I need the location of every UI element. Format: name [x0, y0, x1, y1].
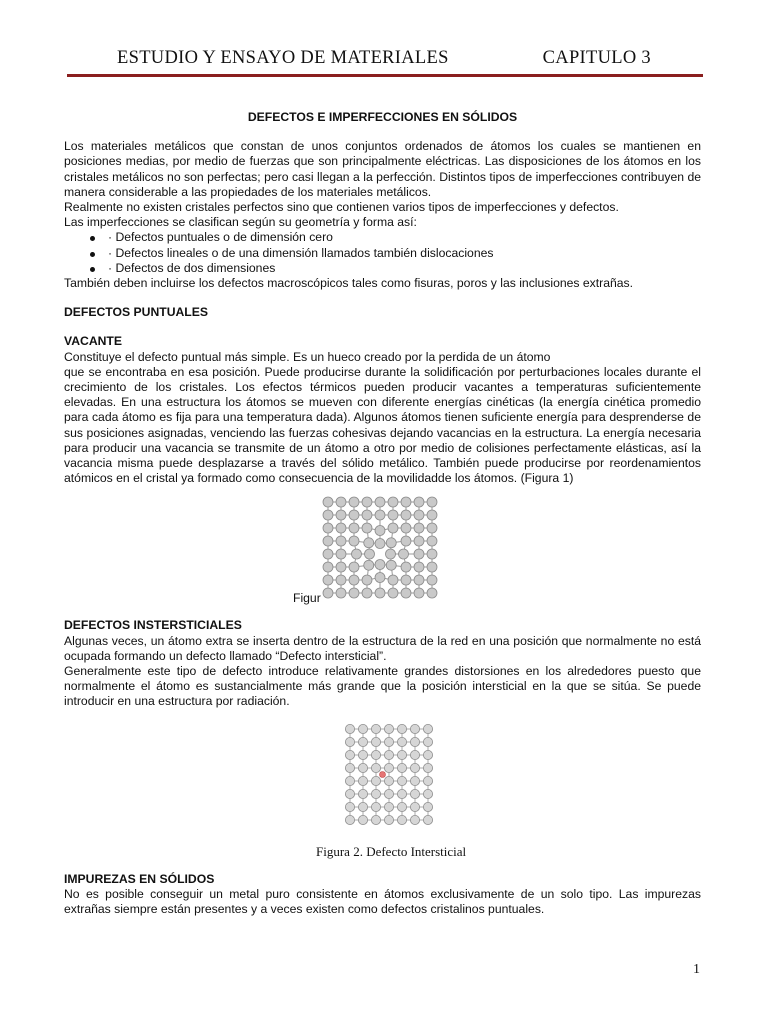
atom	[388, 497, 398, 507]
atom	[364, 538, 374, 548]
atom	[423, 724, 432, 733]
atom	[371, 724, 380, 733]
atom	[336, 549, 346, 559]
atom	[427, 510, 437, 520]
section-heading-intersticiales: DEFECTOS INSTERSTICIALES	[64, 618, 242, 633]
vacante-paragraph: que se encontraba en esa posición. Puede producirse durante la solidificación por perturbaciones locales durante el crecimiento de los cristales. Los efectos térmicos pueden producir vacantes a temperaturas suficientemente elevadas. En una estructura los átomos se mueven con diferente energías cinéticas (la energía cinética promedio para cada átomo es fija para una temperatura dada). Algunos átomos tienen suficiente energía para desprenderse de sus posiciones asignadas, venciendo las fuerzas cohesivas dejando vacancias en la estructura. La energía necesaria para producir una vacancia se transmite de un átomo a otro por medio de colisiones perfectamente elásticas, así la vacancia misma puede desplazarse a través del sólido metálico. También puede producirse por reordenamientos atómicos en el cristal ya formado como consecuencia de la movilidadde los átomos. (Figura 1)	[64, 364, 701, 486]
atom	[410, 763, 419, 772]
atom	[371, 802, 380, 811]
atom	[375, 497, 385, 507]
atom	[384, 763, 393, 772]
atom	[358, 789, 367, 798]
atom	[401, 510, 411, 520]
atom	[414, 497, 424, 507]
interstitial-lattice-image	[342, 722, 438, 834]
atom	[410, 789, 419, 798]
atom	[323, 588, 333, 598]
page-header	[67, 48, 703, 72]
atom	[397, 737, 406, 746]
atom	[371, 750, 380, 759]
atom	[427, 562, 437, 572]
impurezas-paragraph: No es posible conseguir un metal puro consistente en átomos exclusivamente de un solo tipo. Las impurezas extrañas siempre están presentes y a veces existen como defectos cristalinos puntuales.	[64, 886, 701, 917]
figure-1	[64, 496, 701, 608]
atom	[349, 497, 359, 507]
atom	[414, 510, 424, 520]
atom	[375, 526, 385, 536]
section-heading-vacante: VACANTE	[64, 334, 123, 349]
atom	[401, 523, 411, 533]
atom	[336, 562, 346, 572]
atom	[410, 737, 419, 746]
atom	[345, 802, 354, 811]
atom	[423, 802, 432, 811]
atom	[414, 588, 424, 598]
atom	[371, 815, 380, 824]
atom	[386, 538, 396, 548]
atom	[410, 750, 419, 759]
list-item: · Defectos lineales o de una dimensión llamados también dislocaciones	[90, 246, 701, 261]
atom	[414, 575, 424, 585]
atom	[349, 562, 359, 572]
atom	[388, 575, 398, 585]
atom	[427, 549, 437, 559]
atom	[384, 789, 393, 798]
atom	[414, 536, 424, 546]
atom	[375, 539, 385, 549]
page-number: 1	[693, 962, 700, 977]
atom	[345, 724, 354, 733]
atom	[349, 588, 359, 598]
atom	[410, 776, 419, 785]
atom	[362, 523, 372, 533]
header-rule	[67, 74, 703, 77]
figure-2-caption: Figura 2. Defecto Intersticial	[316, 843, 467, 859]
header-course-title: ESTUDIO Y ENSAYO DE MATERIALES	[117, 48, 449, 68]
atom	[362, 588, 372, 598]
intro-paragraph-2: Realmente no existen cristales perfectos sino que contienen varios tipos de imperfecciones y defectos.	[64, 200, 619, 215]
atom	[414, 549, 424, 559]
atom	[352, 549, 362, 559]
atom	[423, 737, 432, 746]
intro-paragraph-4: También deben incluirse los defectos macroscópicos tales como fisuras, poros y las inclusiones extrañas.	[64, 276, 634, 291]
intersticiales-paragraph-1: Algunas veces, un átomo extra se inserta dentro de la estructura de la red en una posición que normalmente no está ocupada formando un defecto llamado “Defecto intersticial”.	[64, 633, 701, 663]
atom	[349, 523, 359, 533]
atom	[336, 536, 346, 546]
atom	[427, 523, 437, 533]
atom	[414, 523, 424, 533]
atom	[358, 815, 367, 824]
atom	[371, 776, 380, 785]
atom	[323, 510, 333, 520]
atom	[423, 750, 432, 759]
atom	[397, 724, 406, 733]
atom	[336, 523, 346, 533]
figure-2	[64, 722, 701, 862]
atom	[371, 737, 380, 746]
atom	[349, 575, 359, 585]
atom	[358, 776, 367, 785]
vacancy-lattice-image	[322, 496, 440, 604]
atom	[427, 575, 437, 585]
atom	[384, 815, 393, 824]
section-heading-impurezas: IMPUREZAS EN SÓLIDOS	[64, 871, 215, 886]
atom	[336, 588, 346, 598]
atom	[401, 575, 411, 585]
atom	[362, 497, 372, 507]
atom	[397, 815, 406, 824]
atom	[336, 575, 346, 585]
header-chapter: CAPITULO 3	[542, 48, 651, 68]
atom	[401, 562, 411, 572]
atom	[345, 789, 354, 798]
atom	[386, 561, 396, 571]
atom	[397, 789, 406, 798]
atom	[364, 561, 374, 571]
atom	[384, 737, 393, 746]
intro-paragraph-3: Las imperfecciones se clasifican según su geometría y forma así:	[64, 215, 417, 230]
atom	[410, 724, 419, 733]
atom	[345, 763, 354, 772]
atom	[323, 523, 333, 533]
atom	[323, 536, 333, 546]
atom	[371, 789, 380, 798]
document-body	[64, 110, 701, 917]
atom	[358, 763, 367, 772]
atom	[358, 750, 367, 759]
atom	[399, 549, 409, 559]
atom	[323, 575, 333, 585]
atom	[388, 588, 398, 598]
atom	[410, 815, 419, 824]
atom	[365, 549, 375, 559]
atom	[384, 802, 393, 811]
atom	[349, 536, 359, 546]
atom	[384, 750, 393, 759]
atom	[345, 750, 354, 759]
atom	[427, 536, 437, 546]
atom	[401, 497, 411, 507]
atom	[397, 750, 406, 759]
atom	[401, 588, 411, 598]
list-item: · Defectos de dos dimensiones	[90, 261, 701, 276]
atom	[397, 763, 406, 772]
atom	[345, 815, 354, 824]
atom	[336, 497, 346, 507]
atom	[323, 549, 333, 559]
document-title: DEFECTOS E IMPERFECCIONES EN SÓLIDOS	[247, 110, 518, 124]
figure-1-caption: Figur	[293, 591, 321, 606]
atom	[358, 724, 367, 733]
atom	[386, 549, 396, 559]
atom	[427, 497, 437, 507]
atom	[349, 510, 359, 520]
atom	[375, 560, 385, 570]
atom	[371, 763, 380, 772]
atom	[410, 802, 419, 811]
classification-list	[64, 230, 701, 276]
atom	[375, 573, 385, 583]
list-item: · Defectos puntuales o de dimensión cero	[90, 230, 701, 245]
atom	[427, 588, 437, 598]
atom	[358, 802, 367, 811]
atom	[423, 763, 432, 772]
interstitial-atom	[380, 771, 386, 777]
atom	[323, 562, 333, 572]
atom	[375, 510, 385, 520]
atom	[388, 523, 398, 533]
atom	[397, 776, 406, 785]
atom	[362, 575, 372, 585]
atom	[345, 776, 354, 785]
atom	[345, 737, 354, 746]
atom	[384, 776, 393, 785]
section-heading-puntuales: DEFECTOS PUNTUALES	[64, 305, 209, 320]
atom	[336, 510, 346, 520]
atom	[423, 776, 432, 785]
atom	[358, 737, 367, 746]
atom	[323, 497, 333, 507]
intersticiales-paragraph-2: Generalmente este tipo de defecto introduce relativamente grandes distorsiones en los alrededores puesto que normalmente el átomo es sustancialmente más grande que la posición intersticial en la que se sitúa. Se puede introducir en una estructura por radiación.	[64, 664, 701, 709]
atom	[401, 536, 411, 546]
atom	[375, 588, 385, 598]
atom	[397, 802, 406, 811]
atom	[384, 724, 393, 733]
atom	[362, 510, 372, 520]
atom	[414, 562, 424, 572]
atom	[423, 815, 432, 824]
intro-paragraph: Los materiales metálicos que constan de unos conjuntos ordenados de átomos los cuales se mantienen en posiciones medias, por medio de fuerzas que son principalmente eléctricas. Las disposiciones de los átomos en los cristales metálicos no son perfectas; pero casi llegan a la perfección. Distintos tipos de imperfecciones contribuyen de manera considerable a las propiedades de los materiales metálicos.	[64, 139, 701, 199]
atom	[388, 510, 398, 520]
vacante-first-line: Constituye el defecto puntual más simple. Es un hueco creado por la perdida de un átomo	[64, 349, 551, 364]
atom	[423, 789, 432, 798]
